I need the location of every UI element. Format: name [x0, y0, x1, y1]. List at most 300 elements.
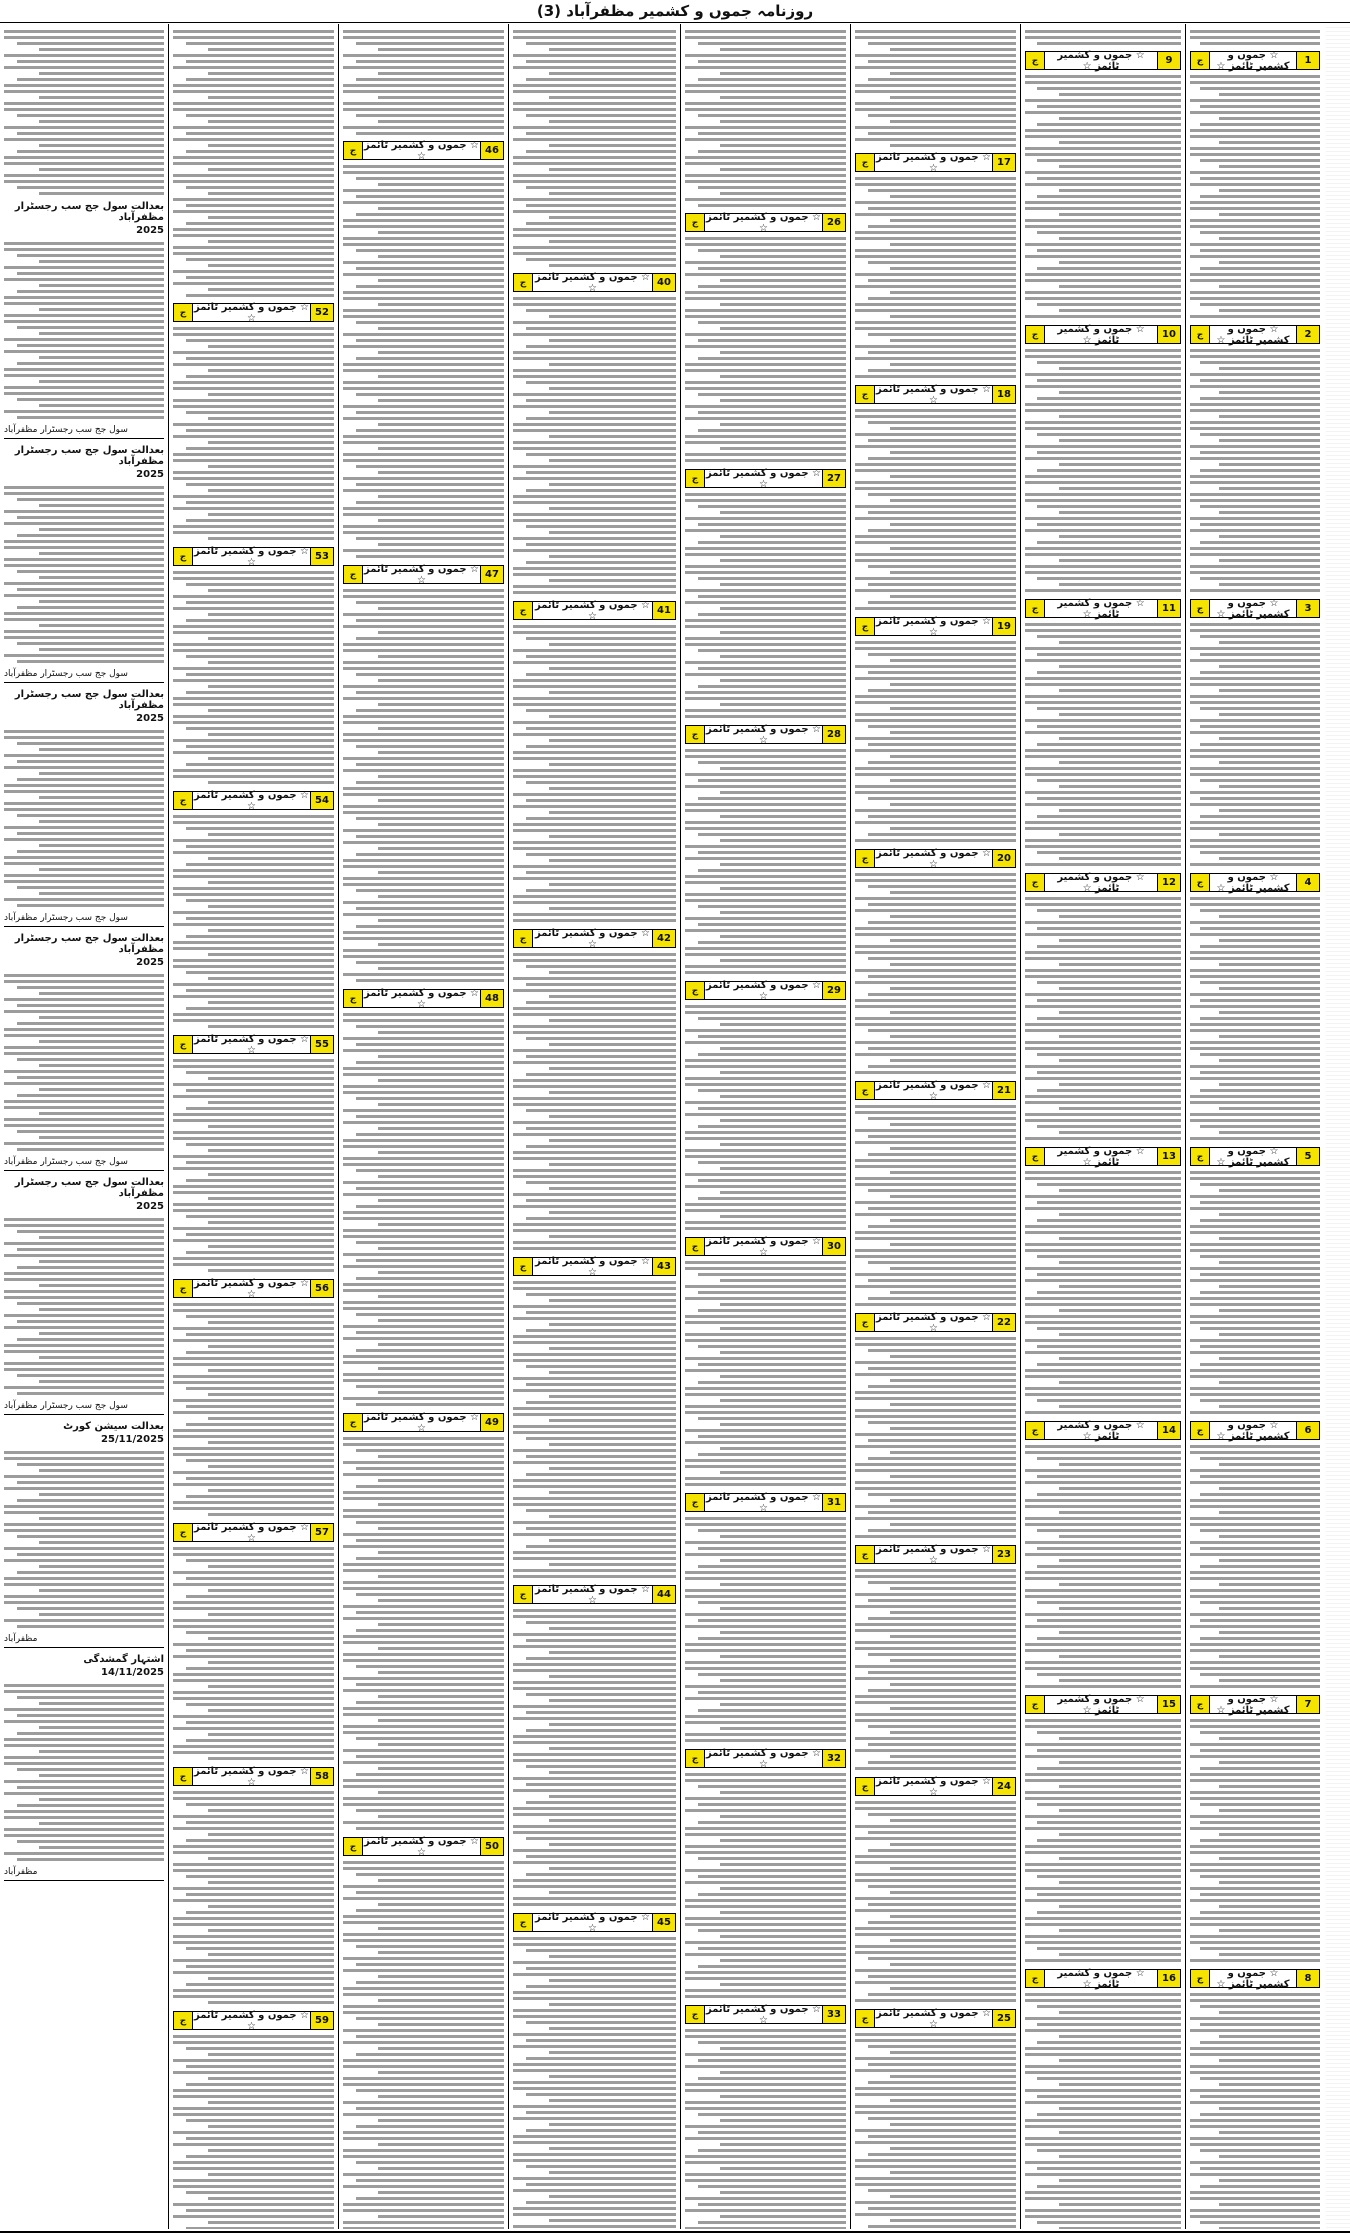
column-7-content — [169, 24, 338, 2229]
ad-title: ☆ جموں و کشمیر ٹائمز ☆ — [705, 211, 821, 234]
column-6 — [338, 24, 508, 2229]
ad-header — [1025, 325, 1181, 344]
classified-ad — [1025, 873, 1181, 1144]
ad-mark-icon: ج — [856, 1778, 875, 1795]
ad-number: 53 — [310, 548, 333, 565]
ad-number: 19 — [992, 618, 1015, 635]
classified-ad — [685, 213, 846, 466]
column-3 — [850, 24, 1020, 2229]
ad-header — [173, 1279, 334, 1298]
ad-mark-icon: ج — [1026, 600, 1045, 617]
ad-mark-icon: ج — [686, 470, 705, 487]
classified-ad — [1190, 325, 1320, 596]
ad-number: 55 — [310, 1036, 333, 1053]
text-block — [173, 1055, 334, 1276]
ad-title: ☆ جموں و کشمیر ٹائمز ☆ — [534, 1911, 650, 1934]
ad-title: ☆ جموں و کشمیر ٹائمز ☆ — [1216, 1693, 1290, 1716]
text-block — [343, 1009, 504, 1410]
classified-ad — [343, 565, 504, 986]
text-block — [173, 1299, 334, 1520]
ad-title: ☆ جموں و کشمیر ٹائمز ☆ — [1216, 323, 1290, 346]
ad-mark-icon: ج — [686, 1494, 705, 1511]
ad-title: ☆ جموں و کشمیر ٹائمز ☆ — [705, 1491, 821, 1514]
ad-number: 11 — [1157, 600, 1180, 617]
ad-title: ☆ جموں و کشمیر ٹائمز ☆ — [875, 1311, 991, 1334]
classified-ad — [1190, 1969, 1320, 2229]
ad-mark-icon: ج — [686, 2006, 705, 2023]
court-notice — [4, 445, 164, 683]
text-block — [1190, 1715, 1320, 1966]
classified-ad — [1025, 1969, 1181, 2229]
ad-number: 20 — [992, 850, 1015, 867]
ad-number: 42 — [652, 930, 675, 947]
ad-number: 27 — [822, 470, 845, 487]
text-block — [343, 161, 504, 562]
column-4-content — [681, 24, 850, 2229]
classified-ad — [855, 849, 1016, 1078]
classified-ad — [1190, 1421, 1320, 1692]
ad-title: ☆ جموں و کشمیر ٹائمز ☆ — [363, 987, 479, 1010]
ad-title: ☆ جموں و کشمیر ٹائمز ☆ — [875, 847, 991, 870]
text-block — [173, 567, 334, 788]
ad-mark-icon: ج — [686, 726, 705, 743]
notice-date: 2025 — [136, 469, 164, 480]
text-block — [4, 26, 164, 199]
ad-header — [173, 791, 334, 810]
text-block — [1025, 1167, 1181, 1418]
ad-header — [513, 929, 676, 948]
ad-header — [1025, 873, 1181, 892]
ad-title: ☆ جموں و کشمیر ٹائمز ☆ — [193, 1033, 309, 1056]
classified-ad — [855, 1545, 1016, 1774]
column-4 — [680, 24, 850, 2229]
ad-title: ☆ جموں و کشمیر ٹائمز ☆ — [193, 789, 309, 812]
ad-mark-icon: ج — [174, 304, 193, 321]
ad-mark-icon: ج — [856, 1314, 875, 1331]
ad-header — [173, 1767, 334, 1786]
ad-mark-icon: ج — [1026, 1696, 1045, 1713]
ad-mark-icon: ج — [1191, 52, 1210, 69]
ad-title: ☆ جموں و کشمیر ٹائمز ☆ — [193, 1765, 309, 1788]
ad-header — [343, 565, 504, 584]
classified-ad — [855, 1081, 1016, 1310]
text-block — [4, 970, 164, 1155]
text-block — [1025, 1989, 1181, 2229]
text-block — [855, 1101, 1016, 1310]
text-block — [4, 238, 164, 423]
text-block — [513, 1933, 676, 2229]
text-block — [855, 405, 1016, 614]
notice-signature: مظفرآباد — [4, 1634, 38, 1644]
text-block — [855, 1797, 1016, 2006]
text-block — [513, 621, 676, 926]
ad-title: ☆ جموں و کشمیر ٹائمز ☆ — [1057, 597, 1145, 620]
ad-header — [1190, 873, 1320, 892]
text-block — [343, 1857, 504, 2229]
text-block — [343, 585, 504, 986]
classified-ad — [685, 1749, 846, 2002]
ad-title: ☆ جموں و کشمیر ٹائمز ☆ — [1057, 871, 1145, 894]
ad-header — [685, 1749, 846, 1768]
ad-header — [1190, 599, 1320, 618]
ad-header — [1190, 325, 1320, 344]
ad-title: ☆ جموں و کشمیر ٹائمز ☆ — [1216, 597, 1290, 620]
ad-mark-icon: ج — [174, 792, 193, 809]
ad-number: 44 — [652, 1586, 675, 1603]
ad-header — [513, 1257, 676, 1276]
ad-header — [1025, 1969, 1181, 1988]
classified-ad — [173, 1279, 334, 1520]
notice-signature: مظفرآباد — [4, 1867, 38, 1877]
ad-title: ☆ جموں و کشمیر ٹائمز ☆ — [705, 723, 821, 746]
text-block — [4, 1447, 164, 1632]
text-block — [855, 637, 1016, 846]
classified-ad — [685, 2005, 846, 2229]
ad-mark-icon: ج — [174, 1280, 193, 1297]
ad-header — [513, 273, 676, 292]
classified-ad — [855, 2009, 1016, 2229]
classified-ad — [513, 601, 676, 926]
page-masthead: روزنامہ جموں و کشمیر مظفرآباد (3) — [0, 0, 1350, 23]
ad-number: 40 — [652, 274, 675, 291]
ad-title: ☆ جموں و کشمیر ٹائمز ☆ — [1216, 871, 1290, 894]
text-block — [1025, 71, 1181, 322]
ad-number: 13 — [1157, 1148, 1180, 1165]
ad-title: ☆ جموں و کشمیر ٹائمز ☆ — [193, 2009, 309, 2032]
ad-mark-icon: ج — [856, 386, 875, 403]
ad-mark-icon: ج — [514, 930, 533, 947]
court-notice — [4, 933, 164, 1171]
text-block — [685, 26, 846, 211]
notice-date: 2025 — [136, 225, 164, 236]
notice-signature: سول جج سب رجسٹرار مظفرآباد — [4, 425, 128, 435]
classified-ad — [173, 1767, 334, 2008]
text-block — [855, 869, 1016, 1078]
classified-ad — [855, 153, 1016, 382]
ad-title: ☆ جموں و کشمیر ٹائمز ☆ — [534, 1583, 650, 1606]
court-notice — [4, 1654, 164, 1881]
text-block — [4, 482, 164, 667]
text-block — [4, 1680, 164, 1865]
ad-title: ☆ جموں و کشمیر ٹائمز ☆ — [363, 563, 479, 586]
number-rail — [1326, 24, 1350, 2229]
ad-header — [343, 141, 504, 160]
ad-header — [1190, 1695, 1320, 1714]
ad-title: ☆ جموں و کشمیر ٹائمز ☆ — [534, 927, 650, 950]
ad-mark-icon: ج — [174, 1524, 193, 1541]
ad-number: 33 — [822, 2006, 845, 2023]
ad-mark-icon: ج — [856, 618, 875, 635]
notice-date: 25/11/2025 — [101, 1434, 164, 1445]
classified-ad — [1190, 51, 1320, 322]
ad-mark-icon: ج — [174, 1036, 193, 1053]
ad-mark-icon: ج — [1191, 326, 1210, 343]
classified-ad — [513, 1585, 676, 1910]
notice-date: 14/11/2025 — [101, 1667, 164, 1678]
ad-mark-icon: ج — [514, 274, 533, 291]
text-block — [513, 1605, 676, 1910]
text-block — [1190, 1989, 1320, 2229]
text-block — [685, 489, 846, 722]
ad-mark-icon: ج — [174, 1768, 193, 1785]
court-notice — [4, 201, 164, 439]
text-block — [1190, 1441, 1320, 1692]
ad-header — [685, 2005, 846, 2024]
ad-header — [513, 601, 676, 620]
ad-title: ☆ جموں و کشمیر ٹائمز ☆ — [1216, 1145, 1290, 1168]
classified-ad — [685, 1493, 846, 1746]
text-block — [1025, 345, 1181, 596]
classified-ad — [1190, 599, 1320, 870]
ad-title: ☆ جموں و کشمیر ٹائمز ☆ — [1057, 1145, 1145, 1168]
ad-header — [173, 1523, 334, 1542]
ad-header — [173, 2011, 334, 2030]
ad-header — [685, 1493, 846, 1512]
ad-number: 29 — [822, 982, 845, 999]
ad-number: 47 — [480, 566, 503, 583]
ad-header — [855, 1545, 1016, 1564]
classified-ad — [173, 303, 334, 544]
text-block — [1025, 893, 1181, 1144]
notices-content — [0, 24, 168, 2229]
ad-number: 18 — [992, 386, 1015, 403]
ad-header — [685, 469, 846, 488]
ad-mark-icon: ج — [344, 990, 363, 1007]
classified-ad — [1025, 599, 1181, 870]
text-block — [855, 2029, 1016, 2229]
classified-ad — [513, 929, 676, 1254]
classified-ad — [173, 1035, 334, 1276]
classified-ad — [685, 725, 846, 978]
text-block — [1190, 345, 1320, 596]
ad-number: 25 — [992, 2010, 1015, 2027]
ad-mark-icon: ج — [1191, 600, 1210, 617]
text-block — [513, 949, 676, 1254]
text-block — [173, 2031, 334, 2229]
ad-title: ☆ جموں و کشمیر ٹائمز ☆ — [193, 301, 309, 324]
ad-number: 54 — [310, 792, 333, 809]
classified-ad — [855, 385, 1016, 614]
notice-heading: بعدالت سول جج سب رجسٹرار مظفرآباد — [14, 445, 164, 467]
ad-title: ☆ جموں و کشمیر ٹائمز ☆ — [1057, 1419, 1145, 1442]
ad-mark-icon: ج — [514, 1914, 533, 1931]
text-block — [855, 1333, 1016, 1542]
ad-title: ☆ جموں و کشمیر ٹائمز ☆ — [705, 467, 821, 490]
ad-header — [855, 385, 1016, 404]
ad-mark-icon: ج — [1026, 326, 1045, 343]
text-block — [855, 173, 1016, 382]
ad-number: 4 — [1296, 874, 1319, 891]
ad-mark-icon: ج — [344, 1414, 363, 1431]
ad-header — [1190, 1969, 1320, 1988]
ad-number: 26 — [822, 214, 845, 231]
column-7 — [168, 24, 338, 2229]
ad-mark-icon: ج — [1026, 1148, 1045, 1165]
ad-number: 5 — [1296, 1148, 1319, 1165]
ad-title: ☆ جموں و کشمیر ٹائمز ☆ — [1057, 49, 1145, 72]
court-notice — [4, 1177, 164, 1415]
ad-header — [1190, 51, 1320, 70]
ad-title: ☆ جموں و کشمیر ٹائمز ☆ — [875, 1543, 991, 1566]
notice-signature: سول جج سب رجسٹرار مظفرآباد — [4, 1157, 128, 1167]
ad-number: 46 — [480, 142, 503, 159]
text-block — [513, 293, 676, 598]
classified-ad — [855, 617, 1016, 846]
text-block — [685, 233, 846, 466]
text-block — [173, 1787, 334, 2008]
notice-signature: سول جج سب رجسٹرار مظفرآباد — [4, 669, 128, 679]
ad-number: 49 — [480, 1414, 503, 1431]
text-block — [4, 726, 164, 911]
classified-ad — [513, 273, 676, 598]
ad-header — [343, 1837, 504, 1856]
column-1-content — [1186, 24, 1324, 2229]
ad-number: 32 — [822, 1750, 845, 1767]
ad-title: ☆ جموں و کشمیر ٹائمز ☆ — [705, 1747, 821, 1770]
text-block — [1190, 1167, 1320, 1418]
ad-number: 16 — [1157, 1970, 1180, 1987]
classified-ad — [855, 1313, 1016, 1542]
classified-ad — [1025, 325, 1181, 596]
ad-mark-icon: ج — [1026, 874, 1045, 891]
ad-number: 3 — [1296, 600, 1319, 617]
ad-number: 31 — [822, 1494, 845, 1511]
ad-mark-icon: ج — [514, 1258, 533, 1275]
column-2 — [1020, 24, 1185, 2229]
ad-mark-icon: ج — [174, 548, 193, 565]
ad-number: 52 — [310, 304, 333, 321]
ad-header — [855, 849, 1016, 868]
classified-ad — [1025, 1695, 1181, 1966]
text-block — [685, 2025, 846, 2229]
ad-number: 17 — [992, 154, 1015, 171]
text-block — [1025, 619, 1181, 870]
ad-title: ☆ جموں و کشمیر ٹائمز ☆ — [1057, 323, 1145, 346]
ad-header — [685, 981, 846, 1000]
ad-mark-icon: ج — [686, 1238, 705, 1255]
ad-title: ☆ جموں و کشمیر ٹائمز ☆ — [875, 615, 991, 638]
classified-ad — [1025, 51, 1181, 322]
ad-title: ☆ جموں و کشمیر ٹائمز ☆ — [363, 1835, 479, 1858]
classified-ad — [173, 1523, 334, 1764]
notice-heading: بعدالت سیشن کورٹ — [63, 1421, 164, 1432]
notice-heading: بعدالت سول جج سب رجسٹرار مظفرآباد — [14, 689, 164, 711]
notice-date: 2025 — [136, 957, 164, 968]
ad-title: ☆ جموں و کشمیر ٹائمز ☆ — [193, 1277, 309, 1300]
ad-mark-icon: ج — [1191, 1422, 1210, 1439]
ad-header — [685, 1237, 846, 1256]
ad-mark-icon: ج — [344, 1838, 363, 1855]
ad-mark-icon: ج — [514, 1586, 533, 1603]
ad-mark-icon: ج — [686, 982, 705, 999]
ad-title: ☆ جموں و کشمیر ٹائمز ☆ — [534, 271, 650, 294]
ad-number: 2 — [1296, 326, 1319, 343]
column-5-content — [509, 24, 680, 2229]
text-block — [343, 1433, 504, 1834]
ad-mark-icon: ج — [856, 850, 875, 867]
ad-header — [855, 1081, 1016, 1100]
text-block — [685, 745, 846, 978]
ad-mark-icon: ج — [344, 142, 363, 159]
ad-number: 57 — [310, 1524, 333, 1541]
classified-ad — [173, 791, 334, 1032]
ad-title: ☆ جموں و کشمیر ٹائمز ☆ — [363, 1411, 479, 1434]
text-block — [1190, 893, 1320, 1144]
ad-number: 41 — [652, 602, 675, 619]
ad-header — [1025, 599, 1181, 618]
ad-mark-icon: ج — [1191, 1148, 1210, 1165]
ad-mark-icon: ج — [686, 1750, 705, 1767]
ad-header — [1025, 1147, 1181, 1166]
ad-header — [855, 1777, 1016, 1796]
ad-number: 14 — [1157, 1422, 1180, 1439]
ad-number: 56 — [310, 1280, 333, 1297]
ad-title: ☆ جموں و کشمیر ٹائمز ☆ — [875, 2007, 991, 2030]
ad-header — [343, 989, 504, 1008]
classified-ad — [685, 469, 846, 722]
notice-date: 2025 — [136, 1201, 164, 1212]
classified-ad — [343, 1837, 504, 2229]
ad-number: 15 — [1157, 1696, 1180, 1713]
notice-signature: سول جج سب رجسٹرار مظفرآباد — [4, 913, 128, 923]
column-6-content — [339, 24, 508, 2229]
ad-title: ☆ جموں و کشمیر ٹائمز ☆ — [875, 1775, 991, 1798]
ad-header — [173, 1035, 334, 1054]
classified-ad — [513, 1257, 676, 1582]
classified-ad — [343, 989, 504, 1410]
notice-signature: سول جج سب رجسٹرار مظفرآباد — [4, 1401, 128, 1411]
ad-mark-icon: ج — [514, 602, 533, 619]
ad-number: 8 — [1296, 1970, 1319, 1987]
ad-number: 58 — [310, 1768, 333, 1785]
ad-header — [343, 1413, 504, 1432]
text-block — [685, 1769, 846, 2002]
ad-title: ☆ جموں و کشمیر ٹائمز ☆ — [1057, 1967, 1145, 1990]
classified-ad — [1190, 1147, 1320, 1418]
ad-title: ☆ جموں و کشمیر ٹائمز ☆ — [1216, 49, 1290, 72]
ad-header — [173, 303, 334, 322]
classified-ad — [343, 1413, 504, 1834]
text-block — [1025, 1441, 1181, 1692]
ad-number: 6 — [1296, 1422, 1319, 1439]
text-block — [173, 26, 334, 301]
ad-mark-icon: ج — [344, 566, 363, 583]
ad-title: ☆ جموں و کشمیر ٹائمز ☆ — [1216, 1419, 1290, 1442]
ad-header — [685, 725, 846, 744]
text-block — [1190, 26, 1320, 49]
text-block — [1190, 71, 1320, 322]
ad-mark-icon: ج — [1191, 874, 1210, 891]
ad-header — [855, 2009, 1016, 2028]
ad-number: 21 — [992, 1082, 1015, 1099]
column-1 — [1185, 24, 1350, 2229]
ad-header — [513, 1913, 676, 1932]
ad-mark-icon: ج — [1191, 1696, 1210, 1713]
ad-title: ☆ جموں و کشمیر ٹائمز ☆ — [705, 1235, 821, 1258]
ad-mark-icon: ج — [1026, 1422, 1045, 1439]
classified-ad — [173, 2011, 334, 2229]
notice-heading: بعدالت سول جج سب رجسٹرار مظفرآباد — [14, 1177, 164, 1199]
ad-mark-icon: ج — [1026, 52, 1045, 69]
text-block — [1025, 26, 1181, 49]
ad-title: ☆ جموں و کشمیر ٹائمز ☆ — [705, 2003, 821, 2026]
classified-ad — [343, 141, 504, 562]
ad-title: ☆ جموں و کشمیر ٹائمز ☆ — [534, 599, 650, 622]
ad-mark-icon: ج — [174, 2012, 193, 2029]
court-notice — [4, 689, 164, 927]
text-block — [513, 26, 676, 271]
ad-title: ☆ جموں و کشمیر ٹائمز ☆ — [193, 1521, 309, 1544]
